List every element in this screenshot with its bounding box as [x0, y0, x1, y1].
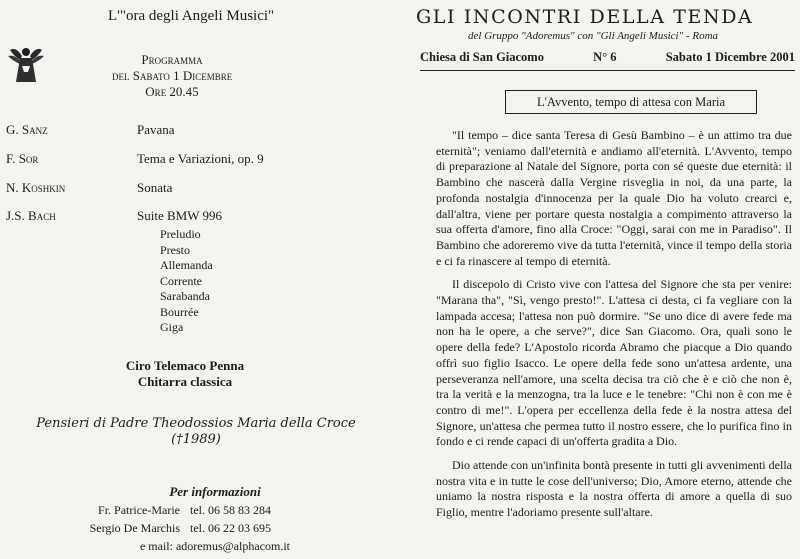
- performer-role: Chitarra classica: [137, 374, 233, 389]
- contact-email: e mail: adoremus@alphacom.it: [139, 539, 290, 553]
- program-time: Ore 20.45: [145, 84, 199, 99]
- contact-row: [40, 521, 370, 536]
- thoughts-years: (†1989): [171, 432, 221, 447]
- movement: Allemanda: [160, 258, 213, 272]
- performer-name: Ciro Telemaco Penna: [125, 358, 245, 373]
- article-paragraph: Dio attende con un'infinita bontà presente in tutti gli avvenimenti della nostra vita e in tutte le cose dell'universo; Dio, Amore eterno, attende che uniamo la nostra risposta e la nostra offerta di amore a quella di suo Figlio, mentre l'adoriamo presente sull'altare.: [436, 458, 792, 520]
- movement: Presto: [160, 242, 190, 257]
- article-paragraph: "Il tempo – dice santa Teresa di Gesù Bambino – è un attimo tra due eternità"; veniamo dall'eternità e andiamo all'eternità. L'Avvento, tempo di preparazione al Natale del Signore, porta con sé queste due eternità: il Bambino che nascerà dalla Vergine risveglia in noi, da una parte, la profonda nostalgia d'innocenza per la quale Dio ha voluto crearci e, dall'altra, viene per portare questa nostalgia a compimento attraverso la sua offerta d'amore, fino alla Croce: "Oggi, sarai con me in Paradiso". Il Bambino che adoreremo vive da tutta l'eternità, vince il tempo della storia e ci fa rinascere al tempo di eternità.: [436, 128, 792, 268]
- piece-title: Pavana: [137, 122, 175, 137]
- movement: Corrente: [160, 273, 202, 288]
- program-heading: Programma: [141, 52, 203, 67]
- contact-name: Fr. Patrice-Marie: [98, 503, 180, 517]
- thoughts-author: Pensieri di Padre Theodossios Maria della Croce: [36, 416, 356, 431]
- info-title: Per informazioni: [169, 484, 261, 499]
- left-title: L'"ora degli Angeli Musici": [108, 8, 275, 24]
- thoughts-line: [26, 416, 366, 448]
- issue-date: Sabato 1 Dicembre 2001: [665, 50, 795, 64]
- program-header: [112, 52, 232, 100]
- contact-phone: tel. 06 22 03 695: [190, 521, 271, 535]
- composer-name: N. Koshkin: [6, 180, 66, 195]
- movement: Bourrée: [160, 304, 199, 319]
- movement: Sarabanda: [160, 289, 210, 303]
- piece-title: Suite BMW 996: [137, 208, 222, 223]
- piece-title: Tema e Variazioni, op. 9: [137, 151, 264, 166]
- composer-name: J.S. Bach: [6, 208, 56, 223]
- info-block: [40, 484, 370, 554]
- issue-number: N° 6: [593, 50, 617, 64]
- issue-info-bar: [420, 50, 795, 65]
- article-title: L'Avvento, tempo di attesa con Maria: [505, 90, 757, 114]
- newsletter-title: GLI INCONTRI DELLA TENDA: [416, 6, 754, 28]
- movement: Giga: [160, 320, 184, 334]
- article-paragraph: Il discepolo di Cristo vive con l'attesa del Signore che sta per venire: "Marana tha", "Sì, vengo presto!". L'attesa ci desta, ci fa vegliare con la lampada accesa; l'attesa non può dormire. "Se uno dice di avere fede ma non ha le opere, a che serve?", dice San Giacomo. Ora, quali sono le opere della fede? L'Apostolo ricorda Abramo che piacque a Dio quando offrì suo figlio Isacco. Le opere della fede sono un'attesa ardente, una perseveranza nell'amore, una scelta decisa tra ciò che è e ciò che non è, tra la verità e la menzogna, tra la luce e le tenebre: "Chi non è con me è contro di me!". L'opera per eccellenza della fede è la nostra attesa del Signore, un'attesa che permea tutto il nostro essere, che lo purifica fino in fondo e ci rende capaci di un'offerta gradita a Dio.: [436, 277, 792, 449]
- performer-block: [115, 358, 255, 390]
- movement: Preludio: [160, 227, 201, 241]
- article-body: [436, 128, 792, 529]
- newsletter-subtitle: del Gruppo "Adoremus" con "Gli Angeli Musici" - Roma: [468, 30, 719, 42]
- header-rule: [420, 70, 795, 71]
- suite-movements: [160, 227, 213, 336]
- contact-phone: tel. 06 58 83 284: [190, 503, 271, 517]
- piece-title: Sonata: [137, 180, 173, 195]
- composer-name: G. Sanz: [6, 122, 48, 137]
- program-date: del Sabato 1 Dicembre: [112, 68, 233, 83]
- contact-name: Sergio De Marchis: [89, 521, 180, 535]
- church-name: Chiesa di San Giacomo: [420, 50, 544, 64]
- contact-row: [40, 503, 370, 518]
- composer-name: F. Sor: [6, 151, 39, 166]
- angel-musician-icon: [6, 42, 46, 86]
